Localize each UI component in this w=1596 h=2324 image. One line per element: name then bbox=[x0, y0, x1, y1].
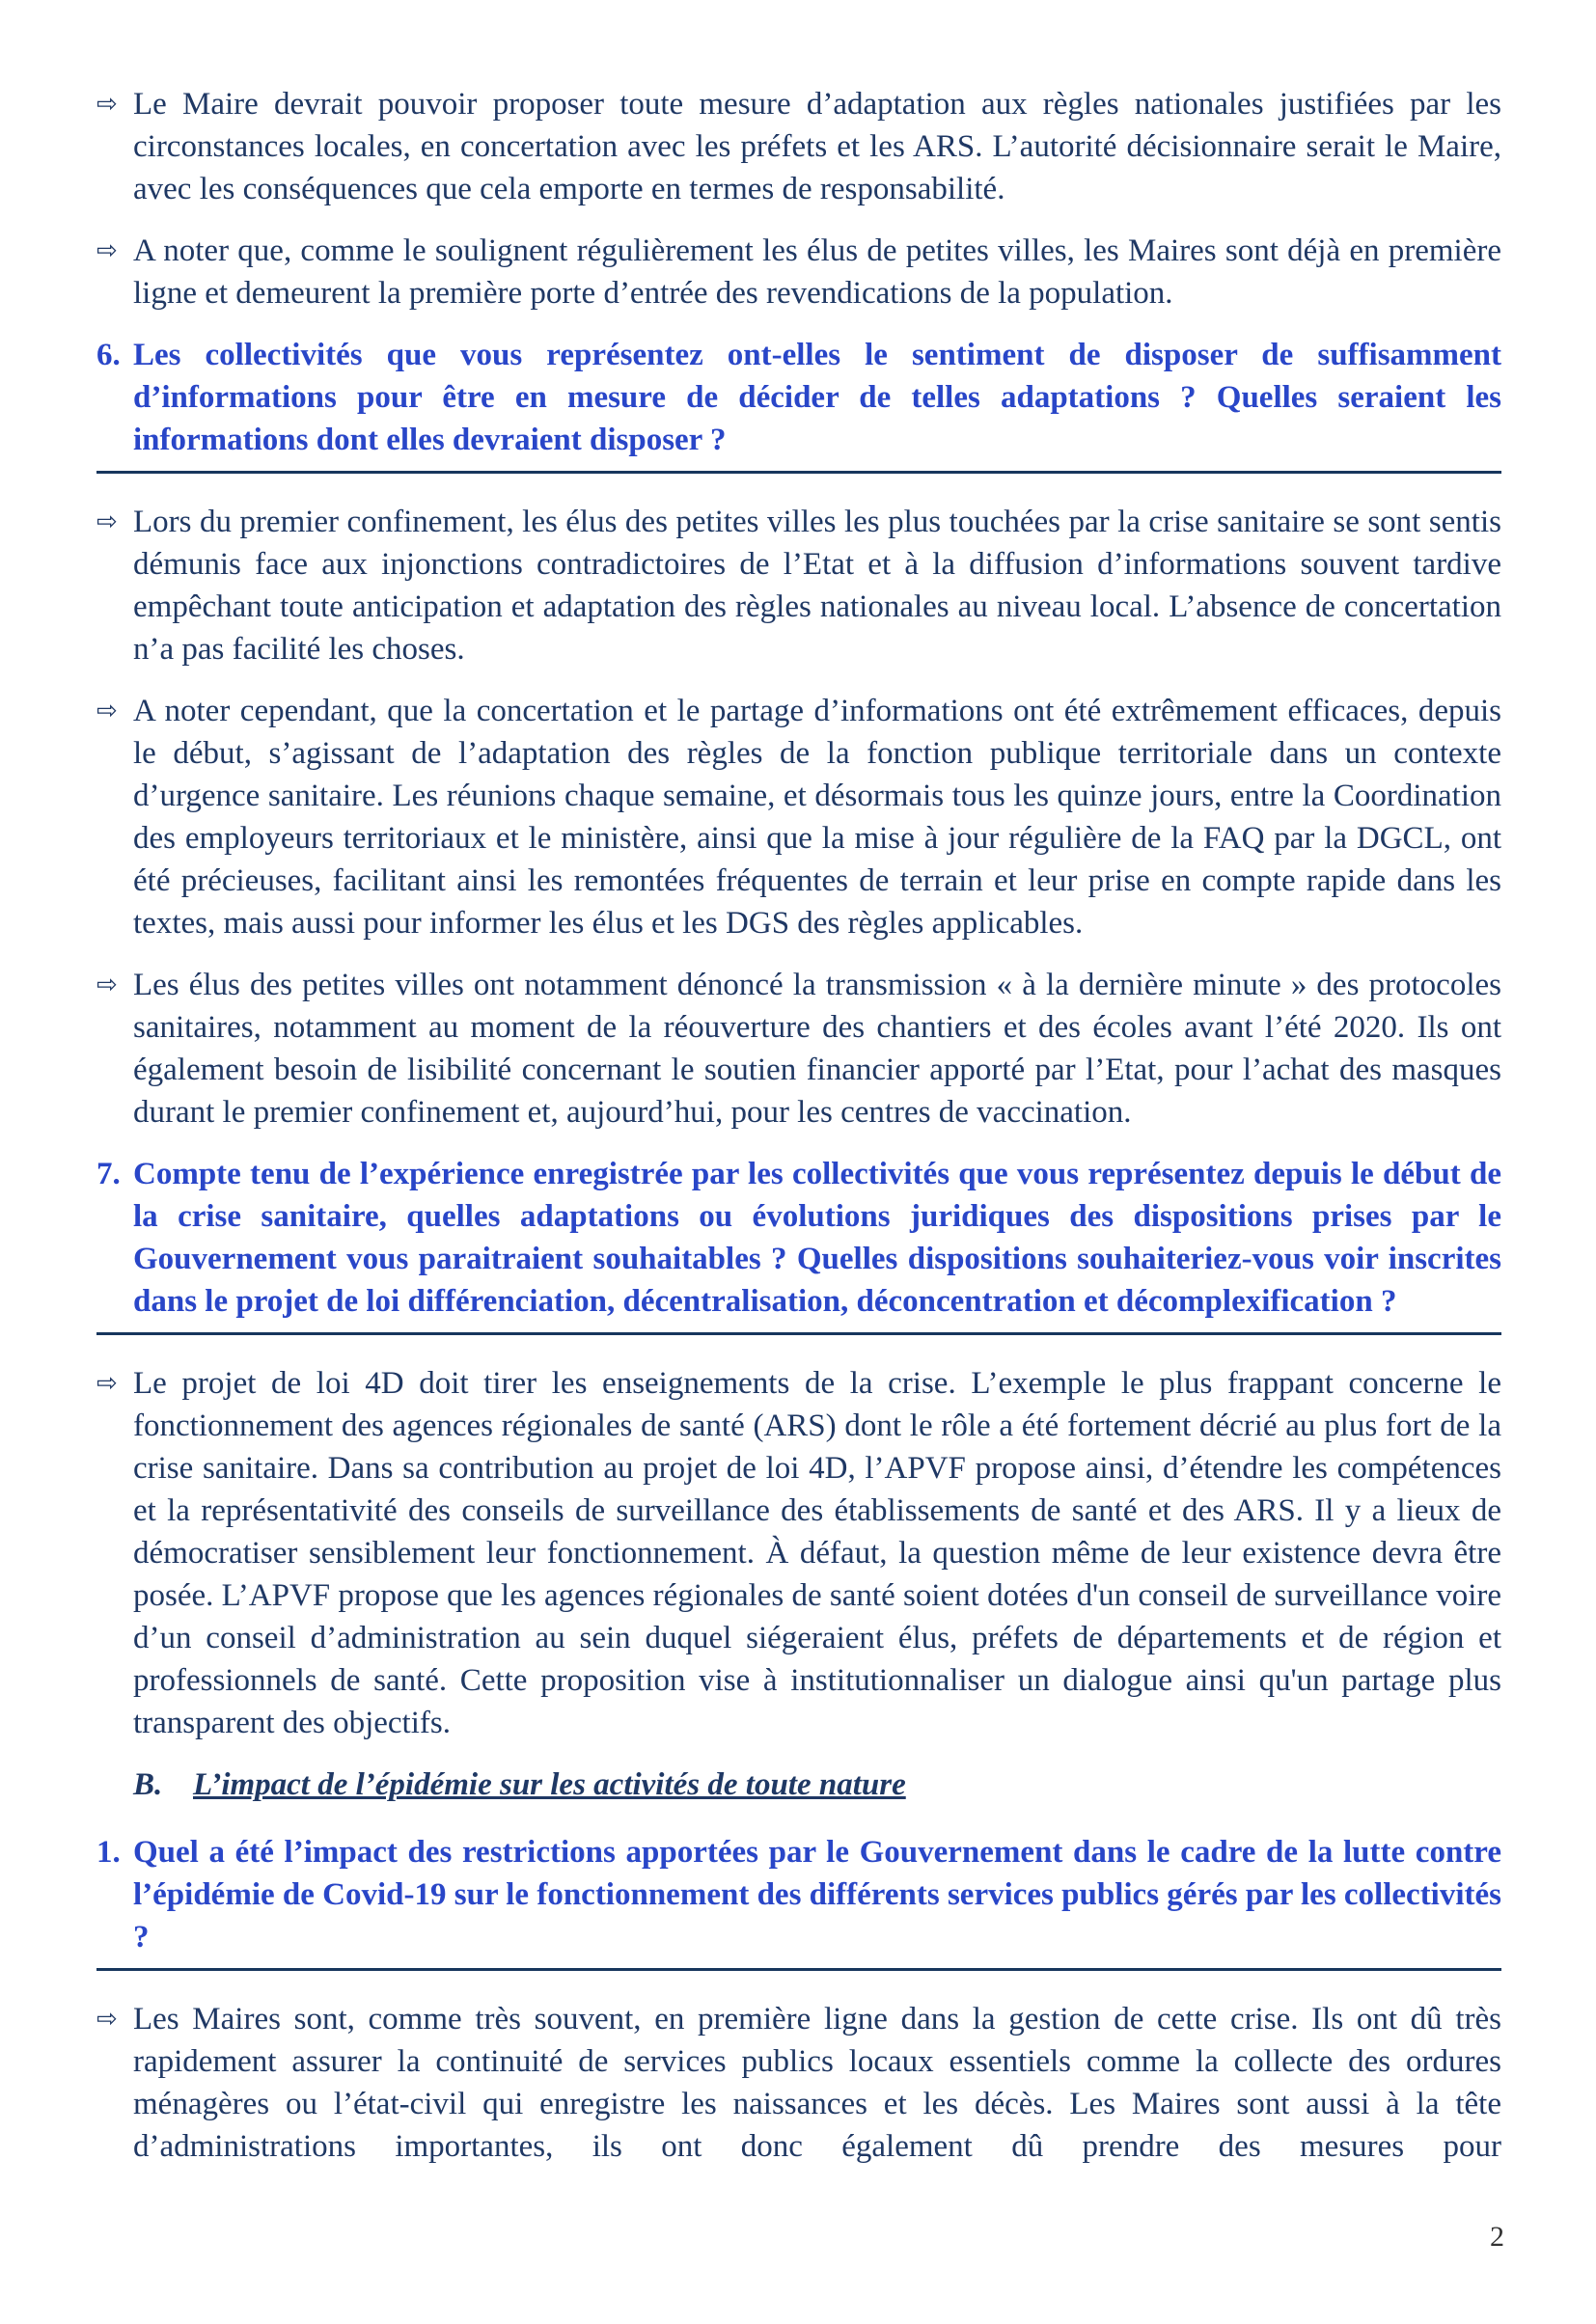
question-number: 1. bbox=[96, 1835, 121, 1870]
paragraph-text: Le Maire devrait pouvoir proposer toute mesure d’adaptation aux règles nationales justifiées par les circonstances locales, en concertation avec les préfets et les ARS. L’autorité décisionnaire serait le Maire, avec les conséquences que cela emporte en termes de responsabilité. bbox=[133, 87, 1501, 206]
section-letter: B. bbox=[133, 1767, 163, 1802]
arrow-bullet-icon: ⇨ bbox=[96, 236, 118, 265]
arrow-bullet-icon: ⇨ bbox=[96, 697, 118, 725]
page-number: 2 bbox=[1490, 2221, 1504, 2253]
arrow-bullet-icon: ⇨ bbox=[96, 90, 118, 119]
question-number: 6. bbox=[96, 338, 121, 372]
bullet-paragraph bbox=[96, 230, 1501, 314]
section-heading-b bbox=[133, 1764, 1501, 1806]
arrow-bullet-icon: ⇨ bbox=[96, 1369, 118, 1398]
section-title: L’impact de l’épidémie sur les activités de toute nature bbox=[193, 1767, 906, 1802]
question-block-7 bbox=[96, 1153, 1501, 1335]
bullet-paragraph bbox=[96, 1362, 1501, 1744]
bullet-paragraph bbox=[96, 83, 1501, 210]
question-text: Quel a été l’impact des restrictions apportées par le Gouvernement dans le cadre de la lutte contre l’épidémie de Covid-19 sur le fonctionnement des différents services publics gérés par les collectivités ? bbox=[133, 1835, 1501, 1955]
question-text: Les collectivités que vous représentez ont-elles le sentiment de disposer de suffisamment d’informations pour être en mesure de décider de telles adaptations ? Quelles seraient les informations dont elles devraient disposer ? bbox=[133, 338, 1501, 457]
question-number: 7. bbox=[96, 1157, 121, 1191]
paragraph-text: Lors du premier confinement, les élus des petites villes les plus touchées par la crise sanitaire se sont sentis démunis face aux injonctions contradictoires de l’Etat et à la diffusion d’informations souvent tardive empêchant toute anticipation et adaptation des règles nationales au niveau local. L’absence de concertation n’a pas facilité les choses. bbox=[133, 505, 1501, 667]
question-text: Compte tenu de l’expérience enregistrée par les collectivités que vous représentez depuis le début de la crise sanitaire, quelles adaptations ou évolutions juridiques des dispositions prises par le Gouvernement vous paraitraient souhaitables ? Quelles dispositions souhaiteriez-vous voir inscrites dans le projet de loi différenciation, décentralisation, déconcentration et décomplexification ? bbox=[133, 1157, 1501, 1319]
paragraph-text: Les Maires sont, comme très souvent, en première ligne dans la gestion de cette crise. Ils ont dû très rapidement assurer la continuité de services publics locaux essentiels comme la collecte des ordures ménagères ou l’état-civil qui enregistre les naissances et les décès. Les Maires sont aussi à la tête d’administrations importantes, ils ont donc également dû prendre des mesures pour bbox=[133, 2002, 1501, 2164]
arrow-bullet-icon: ⇨ bbox=[96, 971, 118, 999]
question-block-1 bbox=[96, 1831, 1501, 1971]
arrow-bullet-icon: ⇨ bbox=[96, 2005, 118, 2034]
paragraph-text: A noter cependant, que la concertation et le partage d’informations ont été extrêmement efficaces, depuis le début, s’agissant de l’adaptation des règles de la fonction publique territoriale dans un contexte d’urgence sanitaire. Les réunions chaque semaine, et désormais tous les quinze jours, entre la Coordination des employeurs territoriaux et le ministère, ainsi que la mise à jour régulière de la FAQ par la DGCL, ont été précieuses, facilitant ainsi les remontées fréquentes de terrain et leur prise en compte rapide dans les textes, mais aussi pour informer les élus et les DGS des règles applicables. bbox=[133, 694, 1501, 941]
bullet-paragraph bbox=[96, 501, 1501, 670]
paragraph-text: A noter que, comme le soulignent régulièrement les élus de petites villes, les Maires sont déjà en première ligne et demeurent la première porte d’entrée des revendications de la population. bbox=[133, 233, 1501, 311]
bullet-paragraph bbox=[96, 964, 1501, 1134]
question-block-6 bbox=[96, 334, 1501, 474]
paragraph-text: Les élus des petites villes ont notamment dénoncé la transmission « à la dernière minute » des protocoles sanitaires, notamment au moment de la réouverture des chantiers et des écoles avant l’été 2020. Ils ont également besoin de lisibilité concernant le soutien financier apporté par l’Etat, pour l’achat des masques durant le premier confinement et, aujourd’hui, pour les centres de vaccination. bbox=[133, 968, 1501, 1130]
bullet-paragraph bbox=[96, 1998, 1501, 2168]
arrow-bullet-icon: ⇨ bbox=[96, 507, 118, 536]
paragraph-text: Le projet de loi 4D doit tirer les enseignements de la crise. L’exemple le plus frappant concerne le fonctionnement des agences régionales de santé (ARS) dont le rôle a été fortement décrié au plus fort de la crise sanitaire. Dans sa contribution au projet de loi 4D, l’APVF propose ainsi, d’étendre les compétences et la représentativité des conseils de surveillance des établissements de santé et des ARS. Il y a lieux de démocratiser sensiblement leur fonctionnement. À défaut, la question même de leur existence devra être posée. L’APVF propose que les agences régionales de santé soient dotées d'un conseil de surveillance voire d’un conseil d’administration au sein duquel siégeraient élus, préfets de départements et de région et professionnels de santé. Cette proposition vise à institutionnaliser un dialogue ainsi qu'un partage plus transparent des objectifs. bbox=[133, 1366, 1501, 1740]
bullet-paragraph bbox=[96, 690, 1501, 944]
